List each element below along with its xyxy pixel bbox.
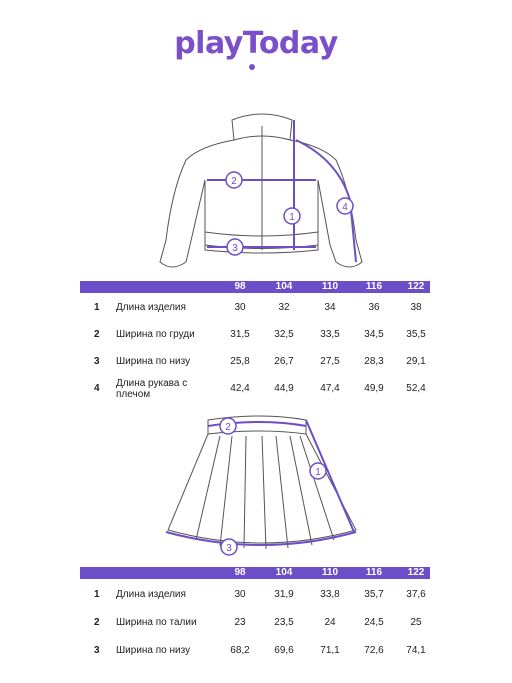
skirt-size-header: 98 104 110 116 122 <box>80 567 430 579</box>
svg-text:3: 3 <box>226 543 232 554</box>
jacket-markers <box>226 172 353 255</box>
jacket-illustration <box>0 95 512 275</box>
svg-text:1: 1 <box>315 467 321 478</box>
svg-text:1: 1 <box>289 212 295 223</box>
jacket-size-header: 98 104 110 116 122 <box>80 281 430 293</box>
brand-logo: playToday <box>174 26 338 61</box>
skirt-illustration <box>0 405 512 560</box>
brand-logo-dot <box>249 64 255 70</box>
svg-text:2: 2 <box>231 176 237 187</box>
svg-text:3: 3 <box>232 243 238 254</box>
svg-text:2: 2 <box>225 422 231 433</box>
svg-text:4: 4 <box>342 202 348 213</box>
